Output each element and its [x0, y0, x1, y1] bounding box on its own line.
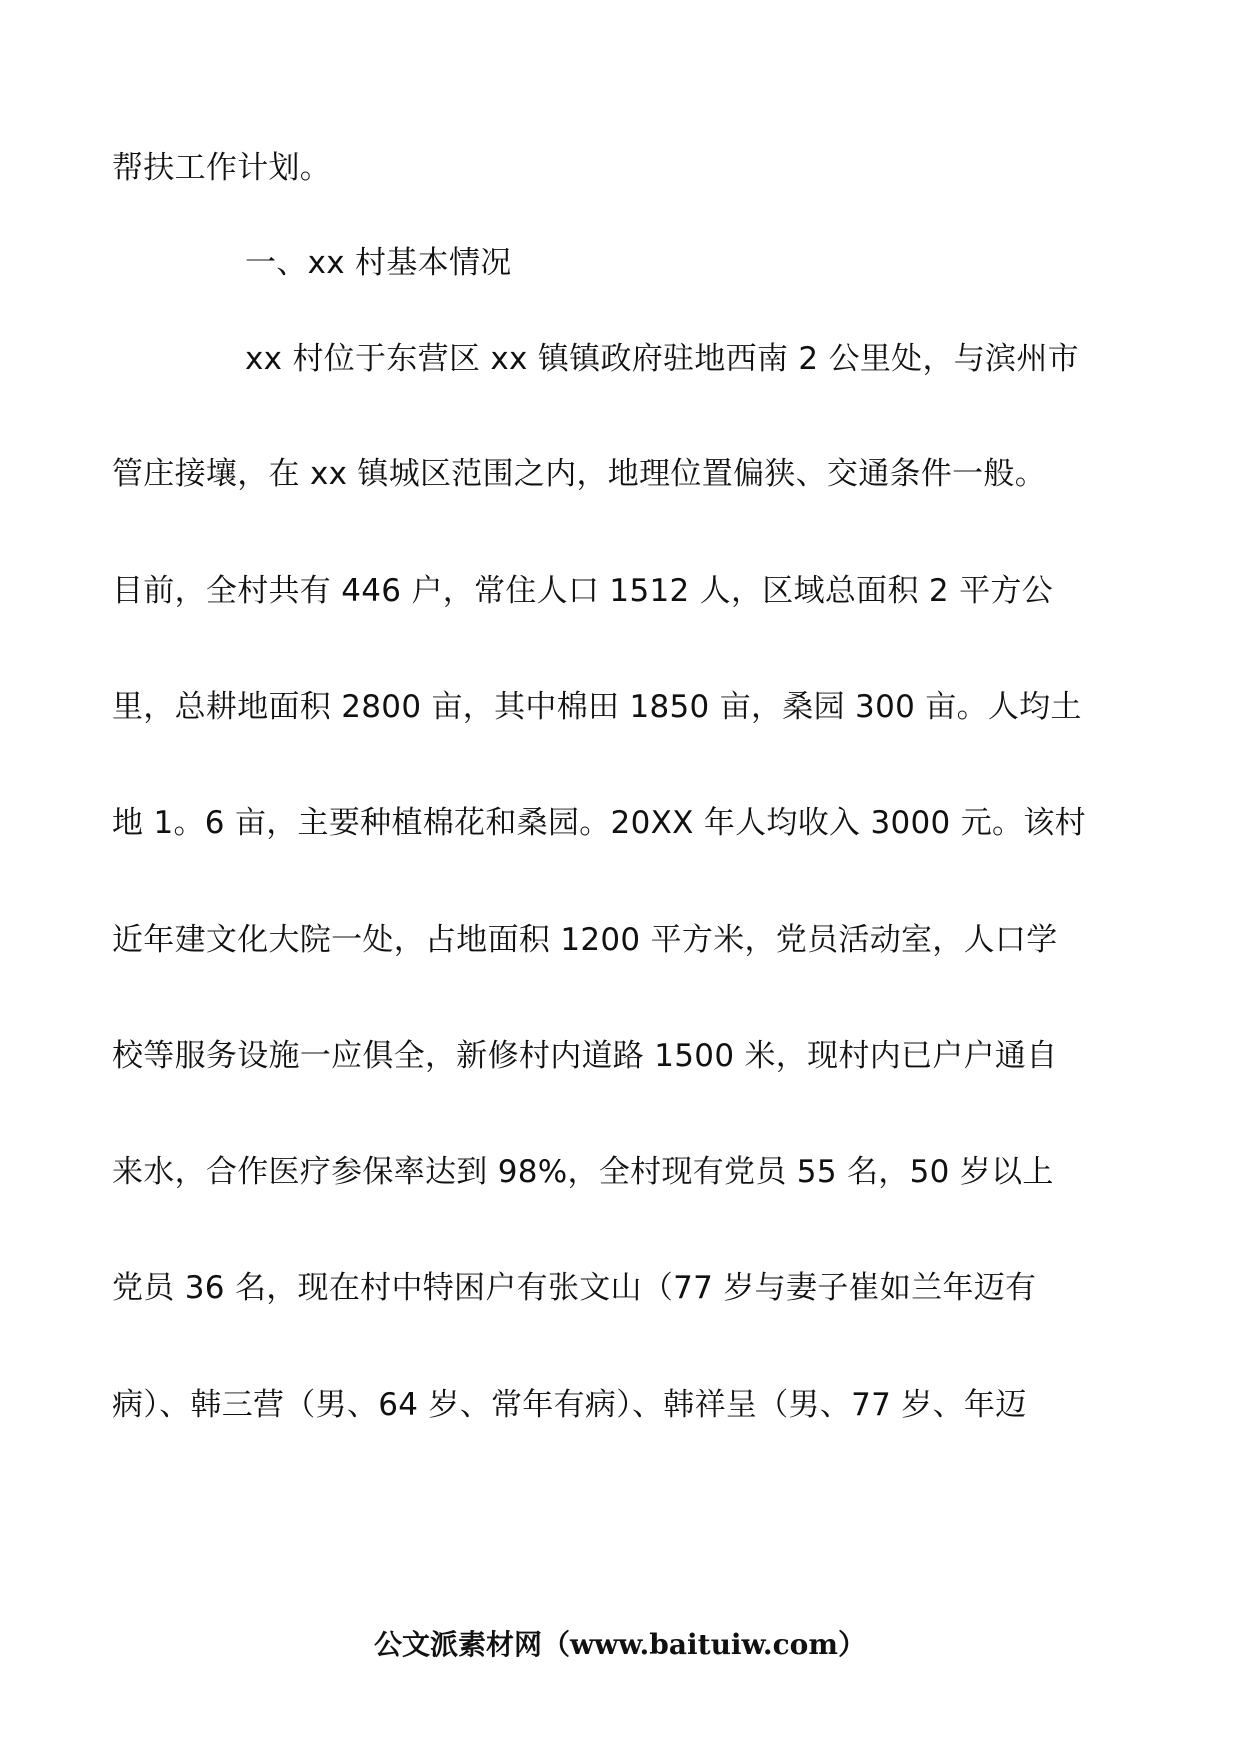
paragraph-line: 帮扶工作计划。 — [112, 150, 332, 186]
paragraph-line: 病）、韩三营（男、64 岁、常年有病）、韩祥呈（男、77 岁、年迈 — [112, 1387, 1027, 1423]
section-heading: 一、xx 村基本情况 — [245, 245, 512, 281]
paragraph-line: 管庄接壤，在 xx 镇城区范围之内，地理位置偏狭、交通条件一般。 — [112, 456, 1046, 492]
paragraph-line: xx 村位于东营区 xx 镇镇政府驻地西南 2 公里处，与滨州市 — [245, 341, 1079, 377]
paragraph-line: 近年建文化大院一处，占地面积 1200 平方米，党员活动室，人口学 — [112, 922, 1058, 958]
paragraph-line: 地 1。6 亩，主要种植棉花和桑园。20XX 年人均收入 3000 元。该村 — [112, 805, 1086, 841]
paragraph-line: 党员 36 名，现在村中特困户有张文山（77 岁与妻子崔如兰年迈有 — [112, 1270, 1037, 1306]
paragraph-line: 校等服务设施一应俱全，新修村内道路 1500 米，现村内已户户通自 — [112, 1038, 1058, 1074]
paragraph-line: 来水，合作医疗参保率达到 98%，全村现有党员 55 名，50 岁以上 — [112, 1154, 1054, 1190]
footer-watermark: 公文派素材网（www.baituiw.com） — [374, 1628, 866, 1661]
paragraph-line: 目前，全村共有 446 户，常住人口 1512 人，区域总面积 2 平方公 — [112, 573, 1054, 609]
paragraph-line: 里，总耕地面积 2800 亩，其中棉田 1850 亩，桑园 300 亩。人均土 — [112, 689, 1082, 725]
